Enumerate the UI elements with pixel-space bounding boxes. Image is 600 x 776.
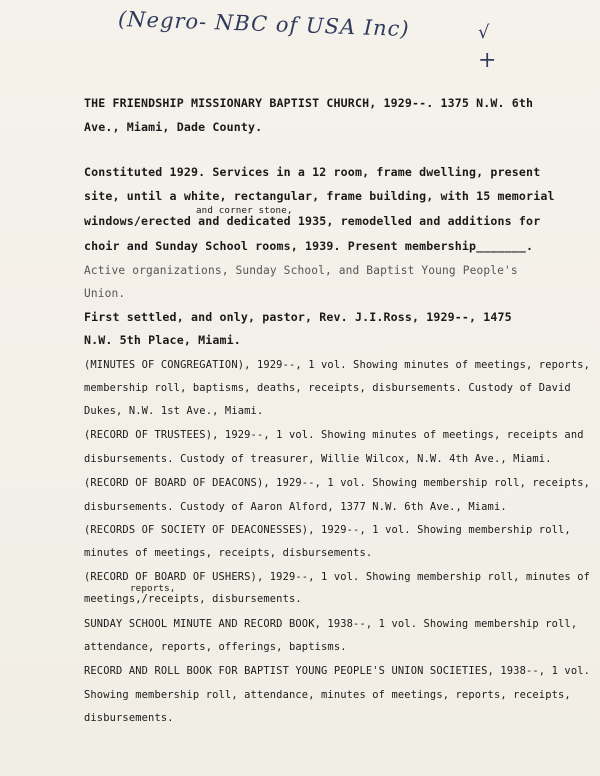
record-deaconesses-line-2: minutes of meetings, receipts, disbursements.	[84, 547, 373, 559]
record-trustees-line-2: disbursements. Custody of treasurer, Willie Wilcox, N.W. 4th Ave., Miami.	[84, 453, 552, 465]
record-bypu-line-1: RECORD AND ROLL BOOK FOR BAPTIST YOUNG PEOPLE'S UNION SOCIETIES, 1938--, 1 vol.	[84, 665, 591, 677]
record-minutes-line-1: (MINUTES OF CONGREGATION), 1929--, 1 vol. Showing minutes of meetings, reports,	[84, 359, 591, 371]
record-deaconesses-line-1: (RECORDS OF SOCIETY OF DEACONESSES), 1929--, 1 vol. Showing membership roll,	[84, 524, 571, 536]
handwritten-mark: +	[478, 48, 497, 73]
record-minutes-line-3: Dukes, N.W. 1st Ave., Miami.	[84, 405, 264, 417]
handwritten-checkmark: √	[478, 22, 490, 43]
record-minutes-line-2: membership roll, baptisms, deaths, receipts, disbursements. Custody of David	[84, 382, 571, 394]
record-ushers-insertion: reports,	[130, 583, 176, 594]
history-insertion: and corner stone,	[196, 205, 293, 216]
record-bypu-line-3: disbursements.	[84, 712, 174, 724]
pastor-line-2: N.W. 5th Place, Miami.	[84, 333, 241, 347]
record-sunday-school-line-1: SUNDAY SCHOOL MINUTE AND RECORD BOOK, 1938--, 1 vol. Showing membership roll,	[84, 618, 578, 630]
record-ushers-line-1: (RECORD OF BOARD OF USHERS), 1929--, 1 vol. Showing membership roll, minutes of	[84, 571, 591, 583]
history-line-2: site, until a white, rectangular, frame building, with 15 memorial	[84, 189, 555, 203]
church-title-line-1: THE FRIENDSHIP MISSIONARY BAPTIST CHURCH, 1929--. 1375 N.W. 6th	[84, 96, 534, 110]
organizations-line-1: Active organizations, Sunday School, and Baptist Young People's	[84, 264, 518, 277]
church-title-line-2: Ave., Miami, Dade County.	[84, 120, 263, 134]
record-deacons-line-1: (RECORD OF BOARD OF DEACONS), 1929--, 1 vol. Showing membership roll, receipts,	[84, 477, 591, 489]
history-line-4: choir and Sunday School rooms, 1939. Present membership_______.	[84, 239, 534, 253]
history-line-3: windows/erected and dedicated 1935, remodelled and additions for	[84, 214, 541, 228]
history-line-1: Constituted 1929. Services in a 12 room, frame dwelling, present	[84, 165, 541, 179]
record-deacons-line-2: disbursements. Custody of Aaron Alford, 1377 N.W. 6th Ave., Miami.	[84, 501, 507, 513]
handwritten-note: (Negro- NBC of USA Inc)	[117, 6, 410, 42]
record-bypu-line-2: Showing membership roll, attendance, minutes of meetings, reports, receipts,	[84, 689, 571, 701]
record-ushers-line-2: meetings,/receipts, disbursements.	[84, 593, 302, 605]
record-trustees-line-1: (RECORD OF TRUSTEES), 1929--, 1 vol. Showing minutes of meetings, receipts and	[84, 429, 584, 441]
record-sunday-school-line-2: attendance, reports, offerings, baptisms.	[84, 641, 347, 653]
pastor-line-1: First settled, and only, pastor, Rev. J.I.Ross, 1929--, 1475	[84, 310, 512, 324]
organizations-line-2: Union.	[84, 287, 126, 300]
